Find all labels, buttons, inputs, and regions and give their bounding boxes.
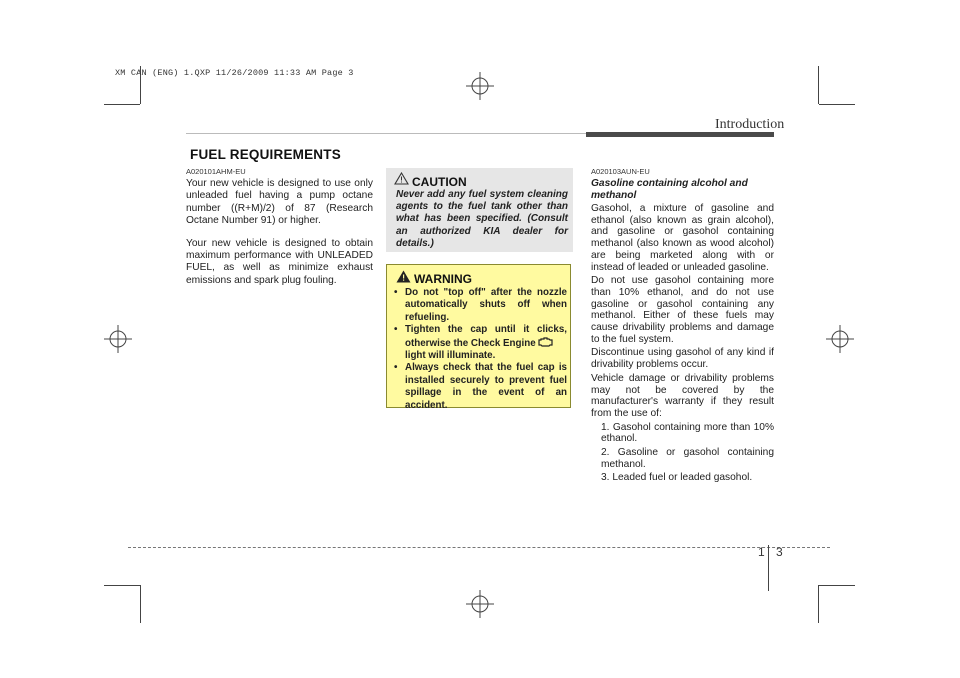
check-engine-icon: [538, 337, 553, 347]
list-item: 3. Leaded fuel or leaded gasohol.: [601, 472, 753, 484]
header-rule: [186, 133, 586, 134]
registration-mark-icon: [466, 72, 494, 100]
section-code: A020101AHM-EU: [186, 167, 246, 176]
paragraph: Your new vehicle is designed to obtain maximum performance with UNLEADED FUEL, as well as minimize exhaust emissions and spark plug fouling.: [186, 237, 373, 286]
section-code: A020103AUN-EU: [591, 167, 650, 176]
right-column: [591, 203, 774, 486]
paragraph: Discontinue using gasohol of any kind if drivability problems occur.: [591, 347, 774, 371]
crop-mark: [140, 585, 141, 623]
section-title: Introduction: [715, 117, 785, 132]
registration-mark-icon: [104, 325, 132, 353]
print-slug-line: XM CAN (ENG) 1.QXP 11/26/2009 11:33 AM Page 3: [115, 68, 354, 78]
page-number: 3: [776, 545, 783, 559]
list-item: 1. Gasohol containing more than 10% ethanol.: [601, 421, 774, 445]
warning-item-text: Do not "top off" after the nozzle automatically shuts off when refueling.: [405, 287, 567, 323]
caution-text: Never add any fuel system cleaning agents to the fuel tank other than what has been specified. (Consult an authorized KIA dealer for details.): [396, 189, 568, 249]
page-number-separator: [768, 545, 769, 591]
warning-item-text: Always check that the fuel cap is installed securely to prevent fuel spillage in the event of an accident.: [405, 362, 567, 411]
page-heading: FUEL REQUIREMENTS: [190, 147, 341, 162]
left-column: [186, 178, 373, 297]
registration-mark-icon: [826, 325, 854, 353]
caution-title: CAUTION: [412, 175, 467, 189]
crop-mark: [104, 104, 140, 105]
caution-triangle-icon: [394, 172, 409, 185]
warning-item-text: light will illuminate.: [405, 350, 496, 362]
list-item: 2. Gasoline or gasohol containing methanol.: [601, 447, 774, 470]
warning-item: [393, 362, 567, 412]
warning-item: [393, 324, 567, 362]
crop-mark: [818, 66, 819, 104]
crop-mark: [104, 585, 140, 586]
warning-title: WARNING: [414, 272, 472, 286]
warning-item: [393, 287, 567, 324]
crop-mark: [819, 104, 855, 105]
paragraph: Your new vehicle is designed to use only unleaded fuel having a pump octane number ((R+M)/2) of 87 (Research Octane Number 91) or higher.: [186, 178, 373, 227]
chapter-number: 1: [758, 545, 765, 559]
warning-triangle-icon: [396, 270, 411, 283]
subsection-title: Gasoline containing alcohol and methanol: [591, 178, 748, 201]
paragraph: Vehicle damage or drivability problems may not be covered by the manufacturer's warranty if they result from the use of:: [591, 372, 774, 419]
paragraph: Gasohol, a mixture of gasoline and ethanol (also known as grain alcohol), and gasoline or gasohol containing methanol (also known as wood alcohol) are being marketed along with or instead of leaded or unleaded gasoline.: [591, 203, 774, 273]
warning-item-text: Tighten the cap until it clicks, otherwise the Check Engine: [405, 324, 567, 349]
fuel-list: [591, 422, 774, 485]
paragraph: Do not use gasohol containing more than 10% ethanol, and do not use gasoline or gasohol containing any methanol. Either of these fuels may cause drivability problems and damage to the fuel system.: [591, 275, 774, 345]
footer-rule: [128, 547, 830, 548]
registration-mark-icon: [466, 590, 494, 618]
header-bar: [586, 132, 774, 137]
crop-mark: [818, 585, 819, 623]
warning-list: [393, 287, 567, 412]
crop-mark: [819, 585, 855, 586]
